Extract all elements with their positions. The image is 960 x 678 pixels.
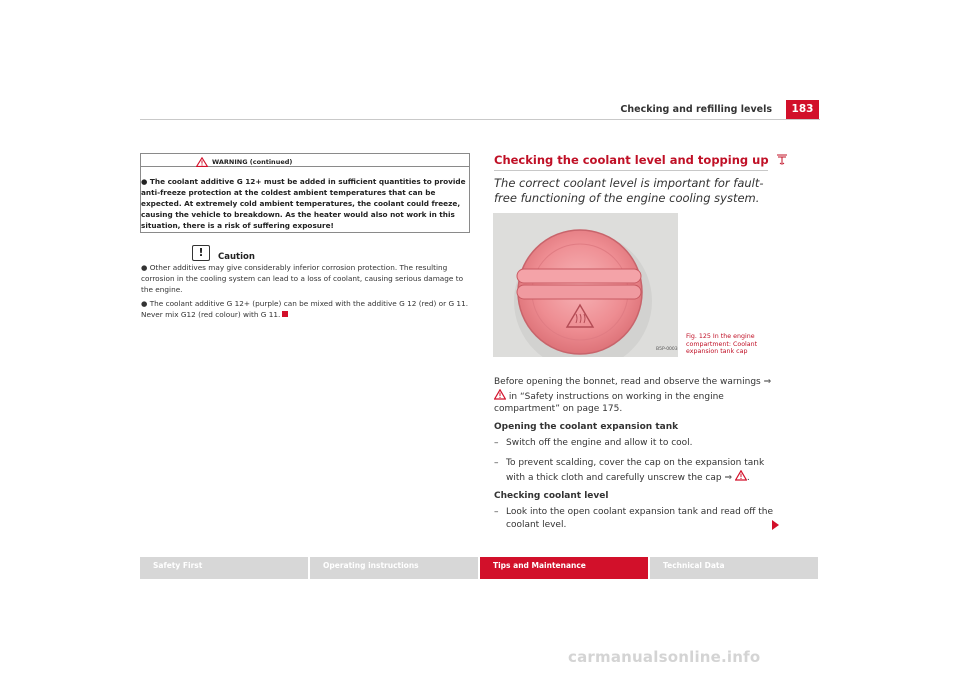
- section-title-rule: [494, 170, 768, 171]
- tab-safety-first[interactable]: Safety First: [140, 557, 308, 579]
- opening-step: – Switch off the engine and allow it to cool.: [494, 438, 693, 448]
- caution-bullet: ● Other additives may give considerably inferior corrosion protection. The resulting corrosion in the cooling system can lead to a loss of coolant, causing serious damage to the engine.: [141, 263, 464, 295]
- next-page-arrow-icon[interactable]: [772, 520, 779, 530]
- opening-step: – To prevent scalding, cover the cap on the expansion tank with a thick cloth and carefully unscrew the cap ⇒ .: [494, 458, 765, 483]
- photo-code: B5P-0003: [656, 347, 678, 352]
- warning-triangle-icon: [494, 389, 506, 400]
- warning-title: WARNING (continued): [212, 158, 293, 166]
- figure-caption: Fig. 125 In the engine compartment: Coolant expansion tank cap: [686, 333, 758, 355]
- watermark: carmanualsonline.info: [568, 648, 761, 666]
- coolant-icon: [776, 153, 788, 165]
- coolant-cap-photo: [493, 213, 678, 357]
- checking-step: – Look into the open coolant expansion tank and read off the coolant level.: [494, 507, 774, 530]
- caution-title: Caution: [218, 252, 255, 262]
- caution-bullet: ● The coolant additive G 12+ (purple) can be mixed with the additive G 12 (red) or G 11. Never mix G12 (red colour) with G 11.: [141, 298, 469, 319]
- caution-exclamation-icon: !: [192, 245, 210, 261]
- before-opening-paragraph: Before opening the bonnet, read and observe the warnings ⇒ in “Safety instructions on working in the engine compartment” on page 175.: [494, 377, 772, 414]
- tab-tips-and-maintenance[interactable]: Tips and Maintenance: [480, 557, 648, 579]
- opening-heading: Opening the coolant expansion tank: [494, 422, 679, 432]
- checking-heading: Checking coolant level: [494, 491, 609, 501]
- page-number: 183: [786, 100, 819, 119]
- tab-operating-instructions[interactable]: Operating instructions: [310, 557, 478, 579]
- header-rule: [140, 119, 820, 120]
- section-title: Checking the coolant level and topping up: [494, 153, 788, 167]
- section-intro: The correct coolant level is important for fault-free functioning of the engine cooling system.: [494, 176, 764, 205]
- tab-technical-data[interactable]: Technical Data: [650, 557, 818, 579]
- warning-triangle-icon: [735, 470, 747, 481]
- warning-triangle-icon: [196, 157, 208, 167]
- running-header-title: Checking and refilling levels: [620, 104, 772, 115]
- caution-body: [141, 262, 471, 320]
- warning-bullet: ● The coolant additive G 12+ must be added in sufficient quantities to provide anti-freeze protection at the coldest ambient temperatures that can be expected. At extremely cold ambient temperatures, the coolant could freeze, causing the vehicle to breakdown. As the heater would also not work in this situation, there is a risk of suffering exposure!: [141, 177, 466, 230]
- warning-box-header: [141, 154, 469, 167]
- end-of-section-marker: [282, 311, 288, 317]
